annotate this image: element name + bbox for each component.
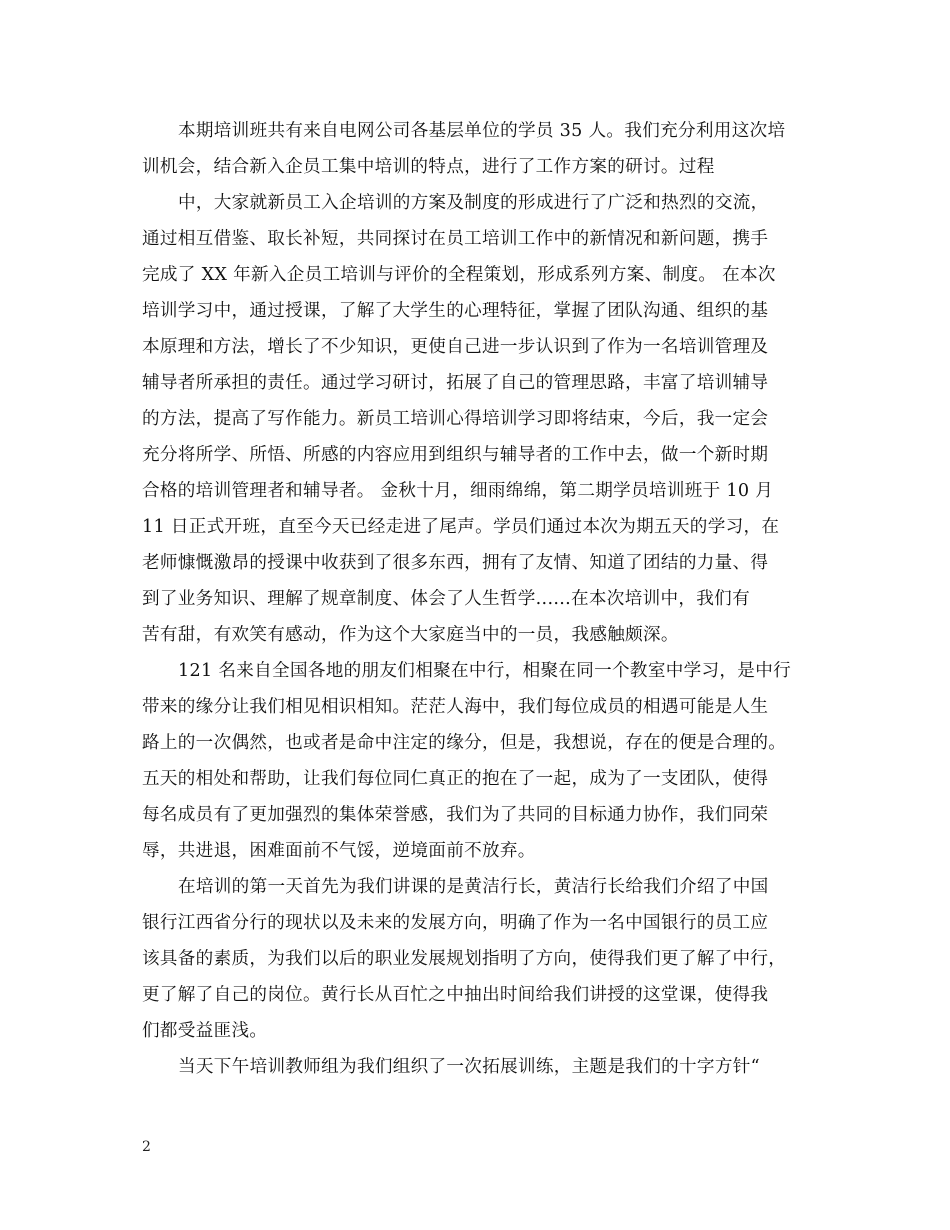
text-line: 当天下午培训教师组为我们组织了一次拓展训练，主题是我们的十字方针“ xyxy=(178,1057,760,1077)
text-line: 带来的缘分让我们相见相识相知。茫茫人海中，我们每位成员的相遇可能是人生 xyxy=(142,697,769,717)
text-line: 充分将所学、所悟、所感的内容应用到组织与辅导者的工作中去，做一个新时期 xyxy=(142,445,769,465)
text-line: 11 日正式开班，直至今天已经走进了尾声。学员们通过本次为期五天的学习，在 xyxy=(142,517,780,537)
text-line: 们都受益匪浅。 xyxy=(142,1021,268,1041)
text-line: 在培训的第一天首先为我们讲课的是黄洁行长，黄洁行长给我们介绍了中国 xyxy=(178,877,769,897)
text-line: 辱，共进退，困难面前不气馁，逆境面前不放弃。 xyxy=(142,841,536,861)
text-line: 训机会，结合新入企员工集中培训的特点，进行了工作方案的研讨。过程 xyxy=(142,157,715,177)
text-line: 合格的培训管理者和辅导者。 金秋十月，细雨绵绵，第二期学员培训班于 10 月 xyxy=(142,481,774,501)
text-line: 121 名来自全国各地的朋友们相聚在中行，相聚在同一个教室中学习，是中行 xyxy=(178,661,791,681)
text-line: 五天的相处和帮助，让我们每位同仁真正的抱在了一起，成为了一支团队，使得 xyxy=(142,769,769,789)
text-line: 苦有甜，有欢笑有感动，作为这个大家庭当中的一员，我感触颇深。 xyxy=(142,625,679,645)
text-line: 的方法，提高了写作能力。新员工培训心得培训学习即将结束，今后，我一定会 xyxy=(142,409,769,429)
text-line: 完成了 XX 年新入企员工培训与评价的全程策划，形成系列方案、制度。 在本次 xyxy=(142,265,776,285)
text-line: 本期培训班共有来自电网公司各基层单位的学员 35 人。我们充分利用这次培 xyxy=(178,121,786,141)
text-line: 银行江西省分行的现状以及未来的发展方向，明确了作为一名中国银行的员工应 xyxy=(142,913,769,933)
text-line: 路上的一次偶然，也或者是命中注定的缘分，但是，我想说，存在的便是合理的。 xyxy=(142,733,787,753)
text-line: 通过相互借鉴、取长补短，共同探讨在员工培训工作中的新情况和新问题，携手 xyxy=(142,229,769,249)
text-line: 中，大家就新员工入企培训的方案及制度的形成进行了广泛和热烈的交流， xyxy=(178,193,769,213)
text-line: 该具备的素质，为我们以后的职业发展规划指明了方向，使得我们更了解了中行， xyxy=(142,949,787,969)
text-line: 更了解了自己的岗位。黄行长从百忙之中抽出时间给我们讲授的这堂课，使得我 xyxy=(142,985,769,1005)
text-line: 每名成员有了更加强烈的集体荣誉感，我们为了共同的目标通力协作，我们同荣 xyxy=(142,805,769,825)
text-line: 老师慷慨激昂的授课中收获到了很多东西，拥有了友情、知道了团结的力量、得 xyxy=(142,553,769,573)
text-line: 本原理和方法，增长了不少知识，更使自己进一步认识到了作为一名培训管理及 xyxy=(142,337,769,357)
text-line: 到了业务知识、理解了规章制度、体会了人生哲学......在本次培训中，我们有 xyxy=(142,589,750,609)
text-line: 培训学习中，通过授课，了解了大学生的心理特征，掌握了团队沟通、组织的基 xyxy=(142,301,769,321)
page-number: 2 xyxy=(142,1139,151,1155)
text-line: 辅导者所承担的责任。通过学习研讨，拓展了自己的管理思路，丰富了培训辅导 xyxy=(142,373,769,393)
